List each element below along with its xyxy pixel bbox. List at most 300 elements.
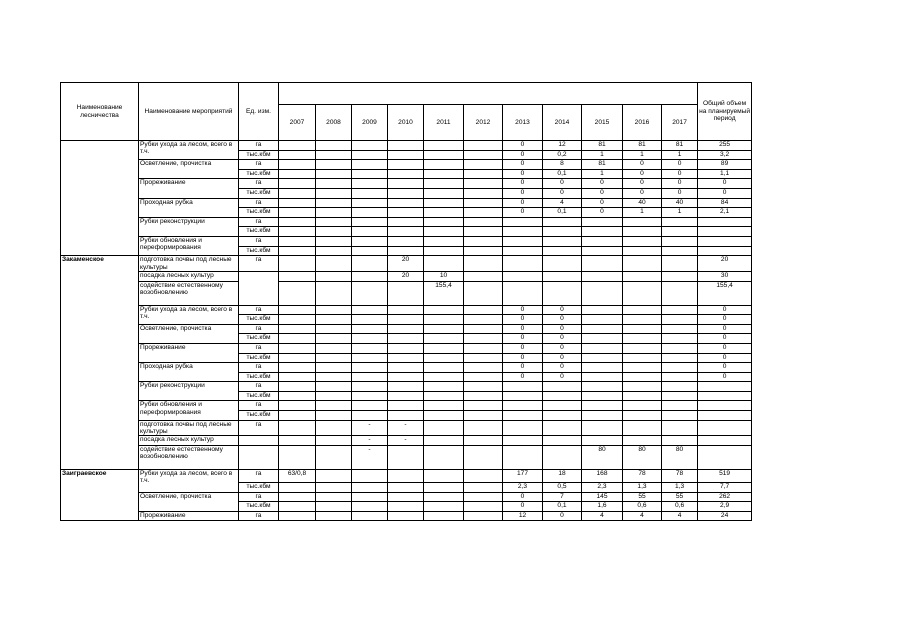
value-cell [352,198,388,208]
value-cell: 0 [543,179,582,189]
value-cell [279,271,316,281]
value-cell [388,160,424,170]
total-cell: 0 [698,363,752,373]
value-cell [279,281,316,305]
total-cell: 0 [698,324,752,334]
value-cell [316,391,352,401]
value-cell [662,256,698,272]
value-cell [352,324,388,334]
activity-cell: содействие естественному возобновлению [139,281,239,305]
value-cell: 0 [503,305,543,315]
activity-cell: Проходная рубка [139,363,239,382]
forestry-cell: Закаменское [61,256,139,470]
activity-cell: Прореживание [139,179,239,198]
value-cell [662,217,698,227]
unit-cell: тыс.кбм [239,391,279,401]
value-cell [388,169,424,179]
value-cell [279,411,316,421]
value-cell: 0 [662,169,698,179]
value-cell [424,179,464,189]
value-cell [388,281,424,305]
total-cell: 255 [698,141,752,151]
unit-cell [239,446,279,470]
value-cell [352,246,388,256]
value-cell [279,492,316,502]
value-cell [279,217,316,227]
value-cell [279,391,316,401]
unit-cell: га [239,492,279,502]
unit-cell: тыс.кбм [239,188,279,198]
activity-cell: Рубки реконструкции [139,217,239,236]
value-cell [316,188,352,198]
value-cell: 0 [543,324,582,334]
value-cell: 4 [623,511,662,521]
value-cell: 0,1 [543,502,582,512]
unit-cell [239,436,279,446]
table-row [61,446,752,470]
value-cell: 0 [503,502,543,512]
value-cell [388,502,424,512]
value-cell: 0 [503,188,543,198]
unit-cell: тыс.кбм [239,208,279,218]
value-cell [662,246,698,256]
value-cell [503,256,543,272]
value-cell [279,446,316,470]
value-cell [424,236,464,246]
value-cell [464,492,503,502]
value-cell [503,420,543,436]
total-cell [698,401,752,411]
unit-cell: га [239,382,279,392]
total-cell [698,382,752,392]
total-cell: 89 [698,160,752,170]
value-cell: 1 [582,169,623,179]
value-cell: 0,5 [543,483,582,493]
header-year: 2010 [388,105,424,141]
header-year: 2014 [543,105,582,141]
value-cell [464,334,503,344]
value-cell [464,246,503,256]
value-cell: 4 [662,511,698,521]
value-cell: 0 [503,141,543,151]
total-cell: 84 [698,198,752,208]
value-cell: 155,4 [424,281,464,305]
value-cell: 2,3 [582,483,623,493]
value-cell [543,256,582,272]
value-cell [352,281,388,305]
value-cell [279,382,316,392]
value-cell [352,411,388,421]
value-cell: 1 [623,150,662,160]
table-row [61,511,752,521]
activity-cell: Прореживание [139,343,239,362]
header-forestry: Наименование лесничества [61,83,139,141]
value-cell [279,305,316,315]
value-cell [582,363,623,373]
value-cell: 81 [582,141,623,151]
value-cell: 0 [543,343,582,353]
value-cell [316,334,352,344]
value-cell [464,141,503,151]
value-cell: 0 [503,492,543,502]
value-cell: 0 [582,208,623,218]
value-cell: 0 [623,160,662,170]
value-cell [662,372,698,382]
value-cell [543,420,582,436]
unit-cell: га [239,511,279,521]
value-cell [424,256,464,272]
table-row [61,281,752,305]
value-cell [316,217,352,227]
value-cell [352,363,388,373]
value-cell: 10 [424,271,464,281]
table-row [61,343,752,353]
value-cell [316,256,352,272]
header-year: 2012 [464,105,503,141]
value-cell [316,150,352,160]
total-cell: 0 [698,334,752,344]
value-cell [662,281,698,305]
value-cell: - [352,436,388,446]
value-cell [352,208,388,218]
value-cell [352,502,388,512]
value-cell [582,217,623,227]
total-cell: 519 [698,470,752,483]
total-cell: 2,1 [698,208,752,218]
unit-cell: га [239,401,279,411]
value-cell [424,492,464,502]
header-year: 2007 [279,105,316,141]
value-cell: 2,3 [503,483,543,493]
value-cell [352,401,388,411]
value-cell: 20 [388,271,424,281]
value-cell [543,446,582,470]
value-cell: 0 [503,169,543,179]
activity-cell: посадка лесных культур [139,271,239,281]
value-cell: 4 [582,511,623,521]
value-cell [279,160,316,170]
value-cell [388,246,424,256]
value-cell [582,227,623,237]
total-cell [698,236,752,246]
activity-cell: содействие естественному возобновлению [139,446,239,470]
table-row [61,420,752,436]
header-year: 2008 [316,105,352,141]
value-cell [464,324,503,334]
header-year: 2015 [582,105,623,141]
table-row [61,363,752,373]
value-cell [388,391,424,401]
table-row [61,256,752,272]
value-cell [316,160,352,170]
value-cell [279,315,316,325]
value-cell: 0 [543,188,582,198]
value-cell [316,343,352,353]
value-cell: 0 [503,372,543,382]
total-cell: 3,2 [698,150,752,160]
value-cell [316,246,352,256]
value-cell [388,363,424,373]
value-cell [503,227,543,237]
value-cell [503,391,543,401]
value-cell [503,281,543,305]
value-cell [279,436,316,446]
value-cell [424,372,464,382]
value-cell [316,315,352,325]
table-row [61,492,752,502]
value-cell [316,363,352,373]
activity-cell: подготовка почвы под лесные культуры [139,420,239,436]
value-cell [464,150,503,160]
value-cell [623,334,662,344]
value-cell: 1 [582,150,623,160]
value-cell [662,324,698,334]
value-cell: 0,1 [543,169,582,179]
value-cell [388,217,424,227]
total-cell [698,446,752,470]
value-cell [623,227,662,237]
value-cell [279,324,316,334]
unit-cell: га [239,363,279,373]
table-row [61,401,752,411]
value-cell: 0 [662,160,698,170]
value-cell: 0 [543,315,582,325]
value-cell [503,436,543,446]
value-cell [503,236,543,246]
value-cell [352,483,388,493]
value-cell [582,334,623,344]
value-cell [316,324,352,334]
unit-cell: га [239,305,279,315]
value-cell [582,236,623,246]
value-cell [543,391,582,401]
value-cell [424,160,464,170]
value-cell: 81 [662,141,698,151]
unit-cell: тыс.кбм [239,353,279,363]
activity-cell: Осветление, прочистка [139,492,239,511]
value-cell [503,401,543,411]
value-cell [623,401,662,411]
value-cell [464,470,503,483]
total-cell: 0 [698,305,752,315]
value-cell: 7 [543,492,582,502]
value-cell: 1 [662,208,698,218]
value-cell [623,382,662,392]
value-cell [352,256,388,272]
unit-cell: га [239,343,279,353]
value-cell [388,236,424,246]
value-cell [503,246,543,256]
header-years-group [279,83,698,105]
value-cell [623,420,662,436]
total-cell [698,217,752,227]
value-cell: 0 [543,363,582,373]
total-cell [698,411,752,421]
value-cell [662,436,698,446]
value-cell [623,391,662,401]
activity-cell: Осветление, прочистка [139,324,239,343]
value-cell [424,401,464,411]
total-cell: 2,9 [698,502,752,512]
total-cell: 0 [698,179,752,189]
value-cell: - [352,420,388,436]
value-cell [464,391,503,401]
value-cell: - [388,436,424,446]
value-cell [464,343,503,353]
value-cell: 0 [503,315,543,325]
value-cell [464,169,503,179]
value-cell [623,372,662,382]
value-cell [662,382,698,392]
value-cell [424,502,464,512]
value-cell: 0 [582,198,623,208]
value-cell [464,420,503,436]
unit-cell: тыс.кбм [239,372,279,382]
unit-cell [239,271,279,305]
value-cell: 0 [543,305,582,315]
value-cell: 81 [623,141,662,151]
value-cell [662,236,698,246]
value-cell [279,256,316,272]
value-cell [424,315,464,325]
value-cell: 0 [662,179,698,189]
value-cell [623,343,662,353]
value-cell [279,401,316,411]
value-cell [352,353,388,363]
value-cell [582,382,623,392]
value-cell [464,502,503,512]
value-cell [316,470,352,483]
value-cell [503,271,543,281]
value-cell: 78 [662,470,698,483]
value-cell [388,382,424,392]
value-cell: 8 [543,160,582,170]
value-cell [662,343,698,353]
value-cell [623,236,662,246]
value-cell [464,179,503,189]
value-cell: 177 [503,470,543,483]
total-cell: 1,1 [698,169,752,179]
value-cell: 0 [503,208,543,218]
activity-cell: Рубки ухода за лесом, всего в т.ч. [139,141,239,160]
value-cell [464,227,503,237]
value-cell [316,436,352,446]
value-cell [316,382,352,392]
value-cell [424,353,464,363]
value-cell [424,363,464,373]
value-cell [464,401,503,411]
total-cell: 7,7 [698,483,752,493]
value-cell: 1,3 [662,483,698,493]
value-cell [424,141,464,151]
value-cell [582,391,623,401]
value-cell [623,281,662,305]
table-row [61,198,752,208]
header-activity: Наименование мероприятий [139,83,239,141]
value-cell: 63/0,8 [279,470,316,483]
value-cell [352,511,388,521]
value-cell [662,353,698,363]
value-cell: 0 [662,188,698,198]
value-cell: 4 [543,198,582,208]
unit-cell: тыс.кбм [239,169,279,179]
value-cell: - [352,446,388,470]
value-cell [316,372,352,382]
value-cell [464,446,503,470]
value-cell [543,217,582,227]
activity-cell: Проходная рубка [139,198,239,217]
value-cell: 0 [503,198,543,208]
table-row [61,271,752,281]
value-cell: 0 [503,150,543,160]
value-cell [316,420,352,436]
value-cell [543,271,582,281]
unit-cell: га [239,141,279,151]
total-cell [698,436,752,446]
value-cell [623,411,662,421]
unit-cell: тыс.кбм [239,227,279,237]
forestry-cell [61,141,139,256]
value-cell [543,436,582,446]
value-cell [424,217,464,227]
value-cell [623,436,662,446]
value-cell [464,353,503,363]
value-cell: 1,6 [582,502,623,512]
value-cell [279,227,316,237]
value-cell [424,343,464,353]
value-cell [316,502,352,512]
forest-activities-table-sheet [60,82,751,521]
value-cell [279,179,316,189]
value-cell [352,179,388,189]
value-cell: - [388,420,424,436]
value-cell [388,315,424,325]
value-cell: 20 [388,256,424,272]
value-cell [464,483,503,493]
value-cell [388,483,424,493]
header-year: 2017 [662,105,698,141]
unit-cell: га [239,217,279,227]
value-cell [424,227,464,237]
unit-cell: тыс.кбм [239,315,279,325]
value-cell: 0 [503,363,543,373]
total-cell [698,246,752,256]
value-cell [388,511,424,521]
value-cell [352,236,388,246]
value-cell: 18 [543,470,582,483]
value-cell [503,217,543,227]
value-cell: 0 [503,179,543,189]
value-cell [464,315,503,325]
value-cell [464,208,503,218]
value-cell [424,391,464,401]
value-cell [279,150,316,160]
value-cell [316,227,352,237]
value-cell [316,305,352,315]
total-cell: 30 [698,271,752,281]
header-total: Общий объем на планируемый период [698,83,752,141]
value-cell [316,492,352,502]
value-cell: 78 [623,470,662,483]
value-cell: 1 [623,208,662,218]
activity-cell: Рубки реконструкции [139,382,239,401]
value-cell [316,236,352,246]
table-row [61,217,752,227]
value-cell [316,179,352,189]
activity-cell: Осветление, прочистка [139,160,239,179]
total-cell [698,391,752,401]
value-cell: 55 [662,492,698,502]
